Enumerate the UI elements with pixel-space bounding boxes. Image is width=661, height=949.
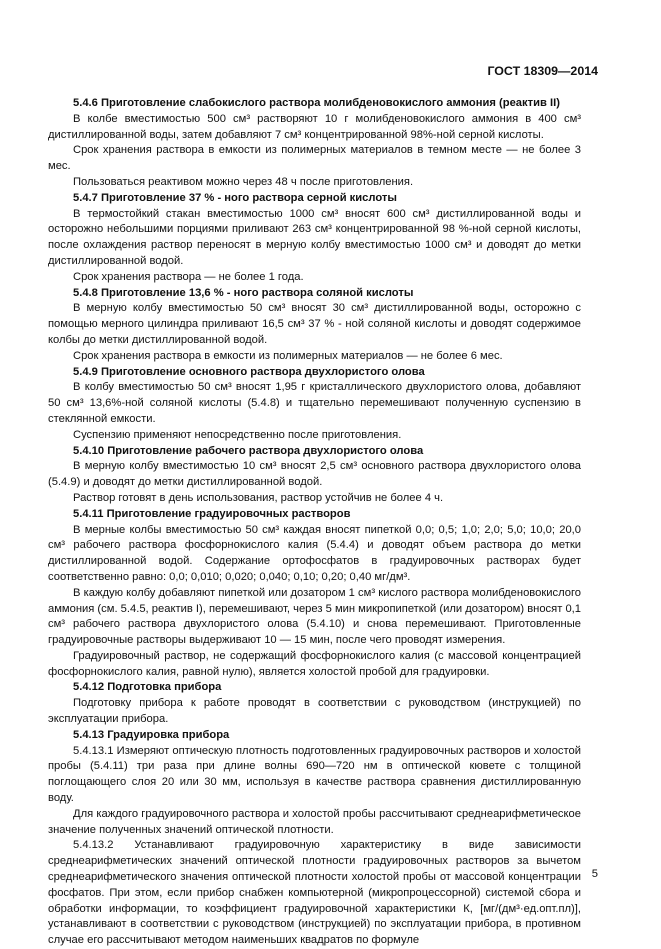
page-number: 5 <box>591 868 598 880</box>
paragraph: 5.4.13.1 Измеряют оптическую плотность подготовленных градуировочных растворов и холостой пробы (5.4.11) три раза при длине волны 690—720 нм в оптической кювете с толщиной поглощающего слоя 20 или 30 мм, используя в качестве раствора сравнения дистиллированную воду. <box>48 744 581 805</box>
paragraph: В колбе вместимостью 500 см³ растворяют 10 г молибденовокислого аммония в 400 см³ дистиллированной воды, затем добавляют 7 см³ концентрированной 98%-ной серной кислоты. <box>48 112 581 141</box>
paragraph: Срок хранения раствора — не более 1 года. <box>73 270 304 283</box>
paragraph: В термостойкий стакан вместимостью 1000 см³ вносят 600 см³ дистиллированной воды и осторожно небольшими порциями приливают 263 см³ концентрированной 98 %-ной серной кислоты, после охлаждения раствор переносят в мерную колбу вместимостью 1000 см³ и доводят до метки дистиллированной водой. <box>48 207 581 267</box>
section-heading: 5.4.10 Приготовление рабочего раствора двухлористого олова <box>73 444 424 457</box>
paragraph: Подготовку прибора к работе проводят в соответствии с руководством (инструкцией) по эксплуатации прибора. <box>48 697 581 726</box>
paragraph: Срок хранения раствора в емкости из полимерных материалов в темном месте — не более 3 мес. <box>48 144 581 173</box>
paragraph: 5.4.13.2 Устанавливают градуировочную характеристику в виде зависимости среднеарифметических значений оптической плотности градуировочных растворов за вычетом среднеарифметического значения оптической плотности холостой пробы от массовой концентрации фосфатов. При этом, если прибор снабжен компьютерной (микропроцессорной) системой сбора и обработки информации, то коэффициент градуировочной характеристики К, [мг/(дм³·ед.опт.пл)], устанавливают в соответствии с руководством (инструкцией) по эксплуатации прибора, в противном случае его рассчитывают методом наименьших квадратов по формуле <box>48 839 581 947</box>
section-heading: 5.4.13 Градуировка прибора <box>73 728 230 741</box>
paragraph: В мерную колбу вместимостью 10 см³ вносят 2,5 см³ основного раствора двухлористого олова (5.4.9) и доводят до метки дистиллированной водой. <box>48 460 581 489</box>
paragraph: В колбу вместимостью 50 см³ вносят 1,95 г кристаллического двухлористого олова, добавляют 50 см³ 13,6%-ной соляной кислоты (5.4.8) и тщательно перемешивают полученную суспензию в стеклянной емкости. <box>48 381 581 425</box>
paragraph: В каждую колбу добавляют пипеткой или дозатором 1 см³ кислого раствора молибденовокислого аммония (см. 5.4.5, реактив I), перемешивают, через 5 мин микропипеткой (или дозатором) вносят 0,1 см³ рабочего раствора двухлористого олова (5.4.10) и снова перемешивают. Приготовленные градуировочные растворы выдерживают 10 — 15 мин, после чего проводят измерения. <box>48 586 581 647</box>
section-heading: 5.4.9 Приготовление основного раствора двухлористого олова <box>73 365 425 378</box>
section-heading: 5.4.12 Подготовка прибора <box>73 681 222 694</box>
paragraph: Срок хранения раствора в емкости из полимерных материалов — не более 6 мес. <box>73 349 503 362</box>
paragraph: Градуировочный раствор, не содержащий фосфорнокислого калия (с массовой концентрацией фосфорнокислого калия, равной нулю), является холостой пробой для градуировки. <box>48 649 581 678</box>
paragraph: В мерные колбы вместимостью 50 см³ каждая вносят пипеткой 0,0; 0,5; 1,0; 2,0; 5,0; 10,0; 20,0 см³ рабочего раствора фосфорнокислого калия (5.4.4) и доводят объем раствора до метки дистиллированной водой. Содержание ортофосфатов в градуировочных растворах будет соответственно равно: 0,0; 0,010; 0,020; 0,040; 0,10; 0,20; 0,40 мг/дм³. <box>48 523 581 583</box>
paragraph: Для каждого градуировочного раствора и холостой пробы рассчитывают среднеарифметическое значение полученных значений оптической плотности. <box>48 807 581 836</box>
paragraph: Пользоваться реактивом можно через 48 ч после приготовления. <box>73 175 414 188</box>
section-heading: 5.4.7 Приготовление 37 % - ного раствора серной кислоты <box>73 191 397 204</box>
paragraph: Раствор готовят в день использования, раствор устойчив не более 4 ч. <box>73 491 444 504</box>
document-header: ГОСТ 18309—2014 <box>487 64 598 78</box>
paragraph: В мерную колбу вместимостью 50 см³ вносят 30 см³ дистиллированной воды, осторожно с помощью мерного цилиндра приливают 16,5 см³ 37 % - ной соляной кислоты и доводят содержимое колбы до метки дистиллированной водой. <box>48 302 581 346</box>
paragraph: Суспензию применяют непосредственно после приготовления. <box>73 428 402 441</box>
section-heading: 5.4.8 Приготовление 13,6 % - ного раствора соляной кислоты <box>73 286 414 299</box>
document-body <box>48 96 581 949</box>
section-heading: 5.4.11 Приготовление градуировочных растворов <box>73 507 351 520</box>
section-heading: 5.4.6 Приготовление слабокислого раствора молибденовокислого аммония (реактив II) <box>73 97 560 109</box>
